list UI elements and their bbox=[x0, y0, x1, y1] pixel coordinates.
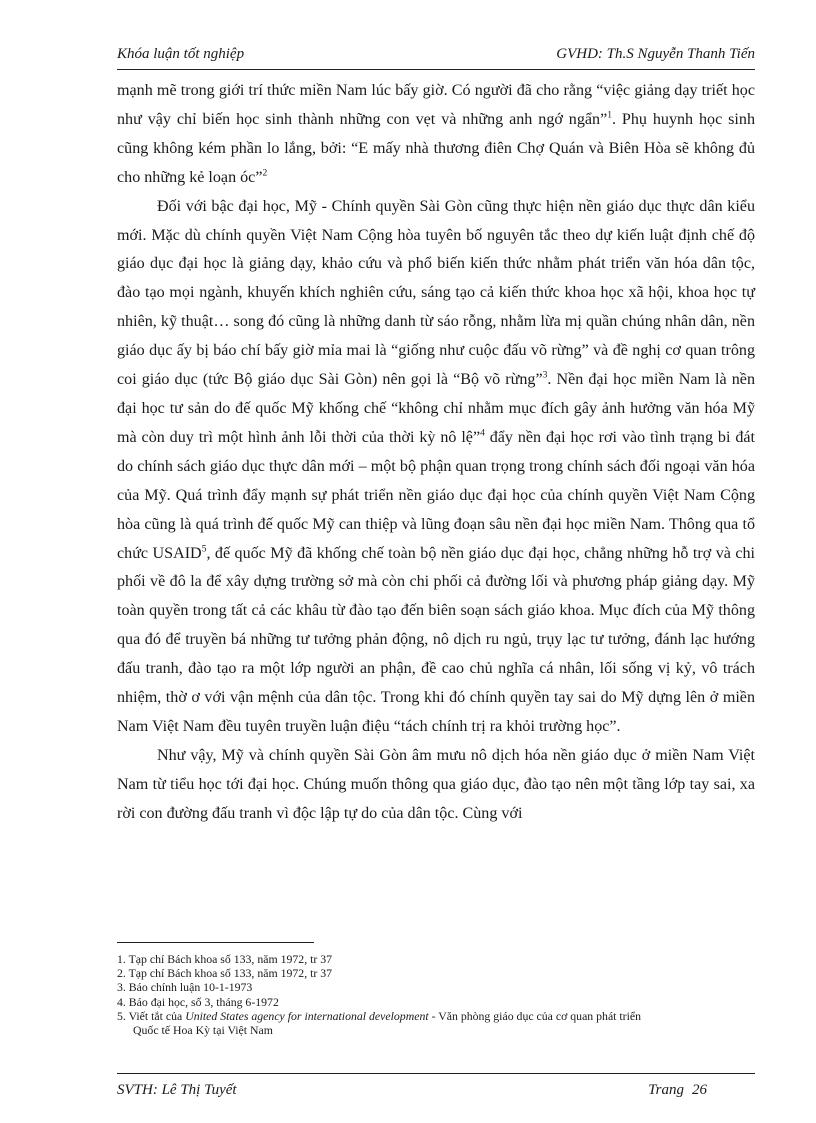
page-number: 26 bbox=[692, 1082, 707, 1098]
footnote-ref-4: 4 bbox=[480, 428, 485, 439]
paragraph-3: Như vậy, Mỹ và chính quyền Sài Gòn âm mưu nô dịch hóa nền giáo dục ở miền Nam Việt Nam từ tiểu học tới đại học. Chúng muốn thông qua giáo dục, đào tạo nên một tầng lớp tay sai, xa rời con đường đấu tranh vì độc lập tự do của dân tộc. Cùng với bbox=[117, 746, 755, 822]
header-thesis-title: Khóa luận tốt nghiệp bbox=[117, 46, 245, 62]
paragraph-1-text-a: mạnh mẽ trong giới trí thức miền Nam lúc bấy giờ. Có người đã cho rằng “việc giảng dạy triết học như vậy chỉ biến học sinh thành những con vẹt và những anh ngớ ngẩn” bbox=[117, 82, 755, 128]
footnotes bbox=[117, 952, 755, 1037]
footnote-5 bbox=[117, 1009, 755, 1023]
footnote-5-italic: United States agency for international development bbox=[185, 1008, 429, 1023]
page-label: Trang bbox=[648, 1082, 684, 1098]
footnote-ref-2: 2 bbox=[262, 168, 268, 179]
body-text bbox=[117, 77, 755, 829]
footnote-ref-3: 3 bbox=[542, 370, 548, 381]
footnote-1: 1. Tạp chí Bách khoa số 133, năm 1972, tr 37 bbox=[117, 952, 333, 966]
paragraph-2-text-c: đẩy nền đại học rơi vào tình trạng bi đát do chính sách giáo dục thực dân mới – một bộ phận quan trọng trong chính sách đối ngoại văn hóa của Mỹ. Quá trình đẩy mạnh sự phát triển nền giáo dục đại học của chính quyền Việt Nam Cộng hòa cũng là quá trình đế quốc Mỹ can thiệp và lũng đoạn sâu nền đại học miền Nam. Thông qua tổ chức USAID bbox=[117, 428, 755, 562]
footnote-5-suffix: - Văn phòng giáo dục của cơ quan phát triển bbox=[428, 1008, 642, 1023]
footnote-3: 3. Báo chính luận 10-1-1973 bbox=[117, 980, 253, 995]
footer-rule bbox=[117, 1073, 755, 1074]
header-advisor: GVHD: Th.S Nguyễn Thanh Tiến bbox=[556, 46, 755, 62]
paragraph-1-text-b: . Phụ huynh học sinh cũng không kém phần lo lắng, bởi: “E mấy nhà thương điên Chợ Quán và Biên Hòa sẽ không đủ cho những kẻ loạn óc” bbox=[117, 110, 755, 186]
footer-student: SVTH: Lê Thị Tuyết bbox=[117, 1082, 237, 1098]
paragraph-2-text-a: Đối với bậc đại học, Mỹ - Chính quyền Sài Gòn cũng thực hiện nền giáo dục thực dân kiểu mới. Mặc dù chính quyền Việt Nam Cộng hòa tuyên bố nguyên tắc theo dự kiến luật định chế độ giáo dục đại học là giảng dạy, khảo cứu và phổ biến kiến thức nhằm phát triển văn hóa dân tộc, đào tạo mọi ngành, khuyến khích nghiên cứu, sáng tạo cả kiến thức khoa học xã hội, khoa học tự nhiên, kỹ thuật… song đó cũng là những danh từ sáo rỗng, nhằm lừa mị quần chúng nhân dân, nền giáo dục ấy bị báo chí bấy giờ mỉa mai là “giống như cuộc đấu võ rừng” và đề nghị cơ quan trông coi giáo dục (tức Bộ giáo dục Sài Gòn) nên gọi là “Bộ võ rừng” bbox=[117, 197, 755, 389]
footnote-5-prefix: 5. Viết tắt của bbox=[117, 1008, 186, 1023]
paragraph-2 bbox=[117, 193, 755, 742]
footnote-2: 2. Tạp chí Bách khoa số 133, năm 1972, tr 37 bbox=[117, 966, 333, 981]
paragraph-2-text-b: . Nền đại học miền Nam là nền đại học tư sản do đế quốc Mỹ khống chế “không chỉ nhằm mục đích gây ảnh hưởng văn hóa Mỹ mà còn duy trì một hình ảnh lỗi thời của thời kỳ nô lệ” bbox=[117, 371, 755, 446]
footnote-separator bbox=[117, 942, 314, 943]
footnote-5-continuation: Quốc tế Hoa Kỳ tại Việt Nam bbox=[133, 1023, 273, 1038]
paragraph-2-text-d: , đế quốc Mỹ đã khống chế toàn bộ nền giáo dục đại học, chẳng những hỗ trợ và chi phối về đô la để xây dựng trường sở mà còn chi phối cả đường lối và phương pháp giảng dạy. Mỹ toàn quyền trong tất cả các khâu từ đào tạo đến biên soạn sách giáo khoa. Mục đích của Mỹ thông qua đó để truyền bá những tư tưởng phản động, nô dịch ru ngủ, trụy lạc tư tưởng, đánh lạc hướng đấu tranh, đào tạo ra một lớp người an phận, đề cao chủ nghĩa cá nhân, lối sống vị kỷ, vô trách nhiệm, thờ ơ với vận mệnh của dân tộc. Trong khi đó chính quyền tay sai do Mỹ dựng lên ở miền Nam Việt Nam đều tuyên truyền luận điệu “tách chính trị ra khỏi trường học”. bbox=[117, 544, 755, 735]
footnote-ref-5: 5 bbox=[201, 544, 207, 555]
footnote-ref-1: 1 bbox=[607, 110, 612, 121]
header-rule bbox=[117, 69, 755, 70]
footer-page bbox=[648, 1082, 707, 1099]
footnote-4: 4. Báo đại học, số 3, tháng 6-1972 bbox=[117, 994, 279, 1009]
paragraph-1 bbox=[117, 77, 755, 193]
